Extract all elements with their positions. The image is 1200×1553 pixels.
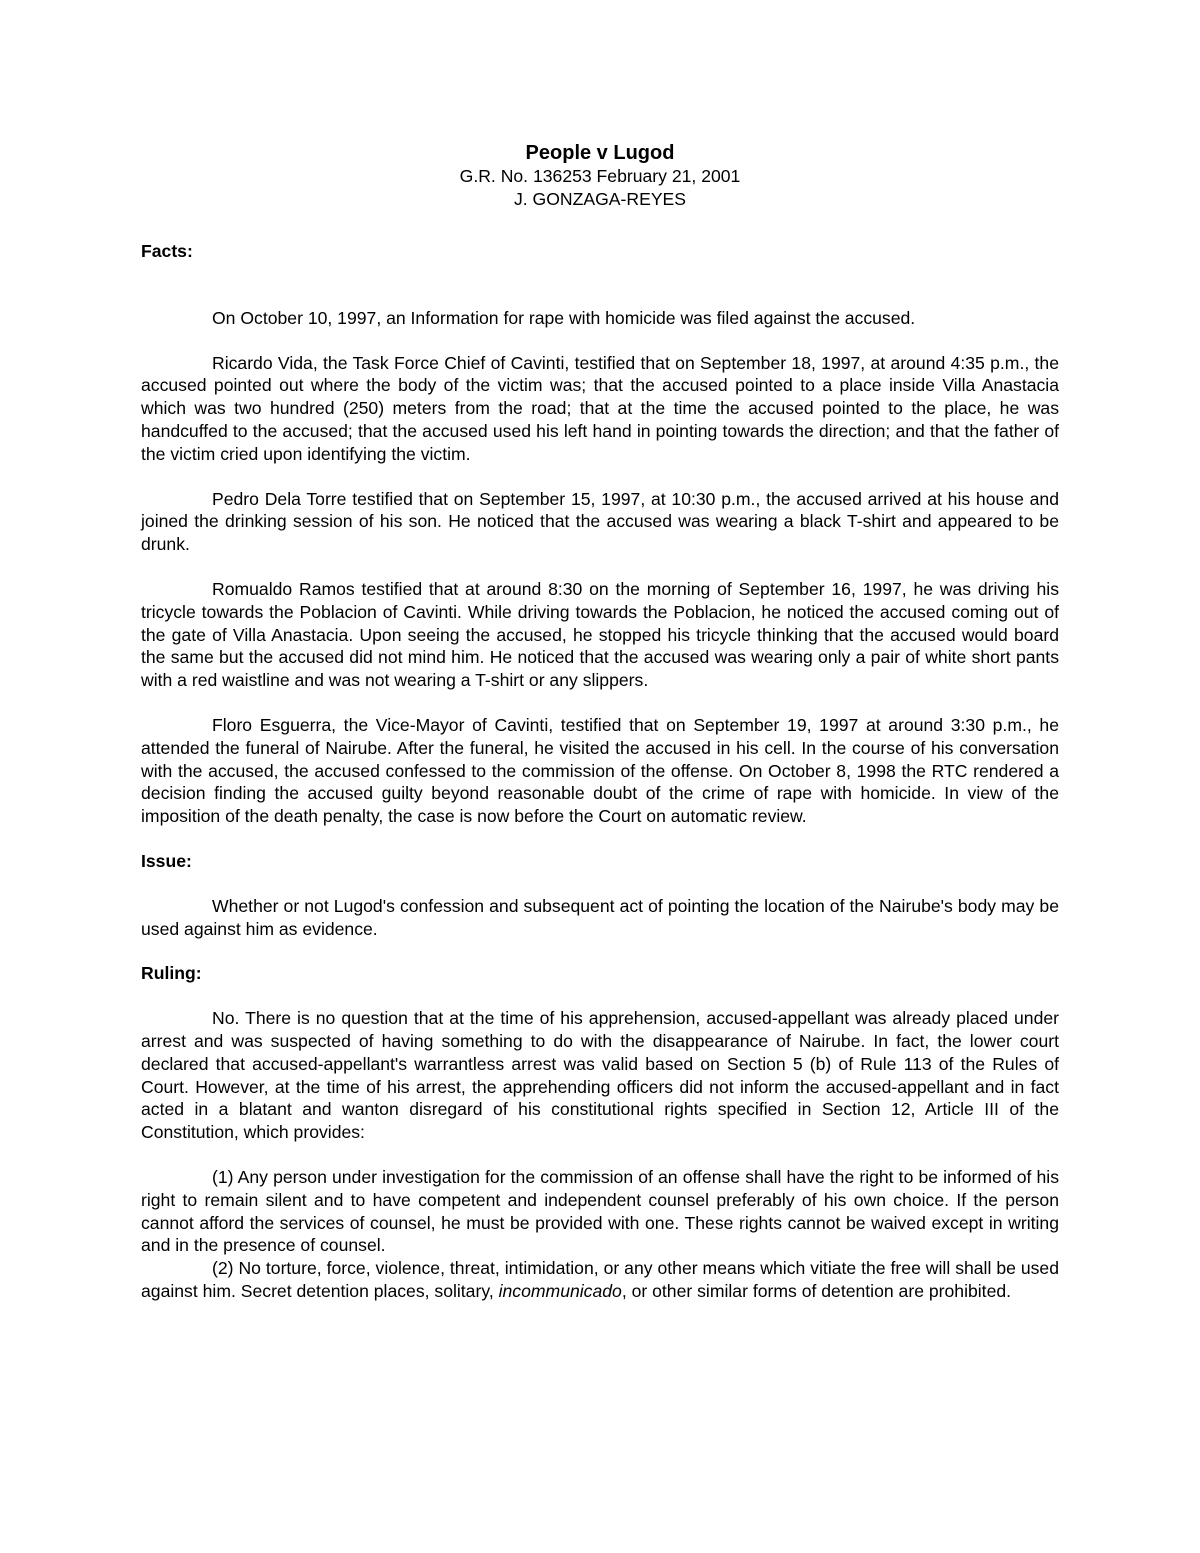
constitutional-provision-2	[141, 1257, 1059, 1303]
case-header	[0, 141, 1200, 211]
provision-2-italic-term: incommunicado	[498, 1280, 622, 1301]
issue-heading: Issue:	[141, 850, 192, 871]
facts-paragraph-3: Pedro Dela Torre testified that on September 15, 1997, at 10:30 p.m., the accused arrived at his house and joined the drinking session of his son. He noticed that the accused was wearing a black T-shirt and appeared to be drunk.	[141, 488, 1059, 555]
provision-2-text-start: (2) No torture, force, violence, threat, intimidation, or any other means which vitiate the free will shall be used against him. Secret detention places, solitary,	[141, 1258, 1059, 1301]
ruling-text: No. There is no question that at the time of his apprehension, accused-appellant was already placed under arrest and was suspected of having something to do with the disappearance of Nairube. In fact, the lower court declared that accused-appellant's warrantless arrest was valid based on Section 5 (b) of Rule 113 of the Rules of Court. However, at the time of his arrest, the apprehending officers did not inform the accused-appellant and in fact acted in a blatant and wanton disregard of his constitutional rights specified in Section 12, Article III of the Constitution, which provides:	[141, 1008, 1059, 1143]
case-title: People v Lugod	[525, 142, 675, 164]
case-body	[141, 240, 1059, 1303]
case-number: G.R. No. 136253 February 21, 2001	[459, 166, 741, 186]
facts-paragraph-5: Floro Esguerra, the Vice-Mayor of Cavinti, testified that on September 19, 1997 at around 3:30 p.m., he attended the funeral of Nairube. After the funeral, he visited the accused in his cell. In the course of his conversation with the accused, the accused confessed to the commission of the offense. On October 8, 1998 the RTC rendered a decision finding the accused guilty beyond reasonable doubt of the crime of rape with homicide. In view of the imposition of the death penalty, the case is now before the Court on automatic review.	[141, 714, 1059, 827]
facts-paragraph-1: On October 10, 1997, an Information for rape with homicide was filed against the accused.	[212, 307, 916, 328]
ponente: J. GONZAGA-REYES	[513, 189, 687, 209]
ruling-heading: Ruling:	[141, 963, 202, 984]
facts-paragraph-4: Romualdo Ramos testified that at around 8:30 on the morning of September 16, 1997, he was driving his tricycle towards the Poblacion of Cavinti. While driving towards the Poblacion, he noticed the accused coming out of the gate of Villa Anastacia. Upon seeing the accused, he stopped his tricycle thinking that the accused would board the same but the accused did not mind him. He noticed that the accused was wearing only a pair of white short pants with a red waistline and was not wearing a T-shirt or any slippers.	[141, 578, 1059, 691]
facts-heading: Facts:	[141, 241, 193, 261]
provision-2-text-end: , or other similar forms of detention are prohibited.	[621, 1280, 1012, 1301]
issue-text: Whether or not Lugod's confession and subsequent act of pointing the location of the Nairube's body may be used against him as evidence.	[141, 895, 1059, 939]
facts-paragraph-2: Ricardo Vida, the Task Force Chief of Cavinti, testified that on September 18, 1997, at around 4:35 p.m., the accused pointed out where the body of the victim was; that the accused pointed to a place inside Villa Anastacia which was two hundred (250) meters from the road; that at the time the accused pointed to the place, he was handcuffed to the accused; that the accused used his left hand in pointing towards the direction; and that the father of the victim cried upon identifying the victim.	[141, 352, 1059, 464]
constitutional-provision-1: (1) Any person under investigation for the commission of an offense shall have the right to be informed of his right to remain silent and to have competent and independent counsel preferably of his own choice. If the person cannot afford the services of counsel, he must be provided with one. These rights cannot be waived except in writing and in the presence of counsel.	[141, 1166, 1059, 1256]
